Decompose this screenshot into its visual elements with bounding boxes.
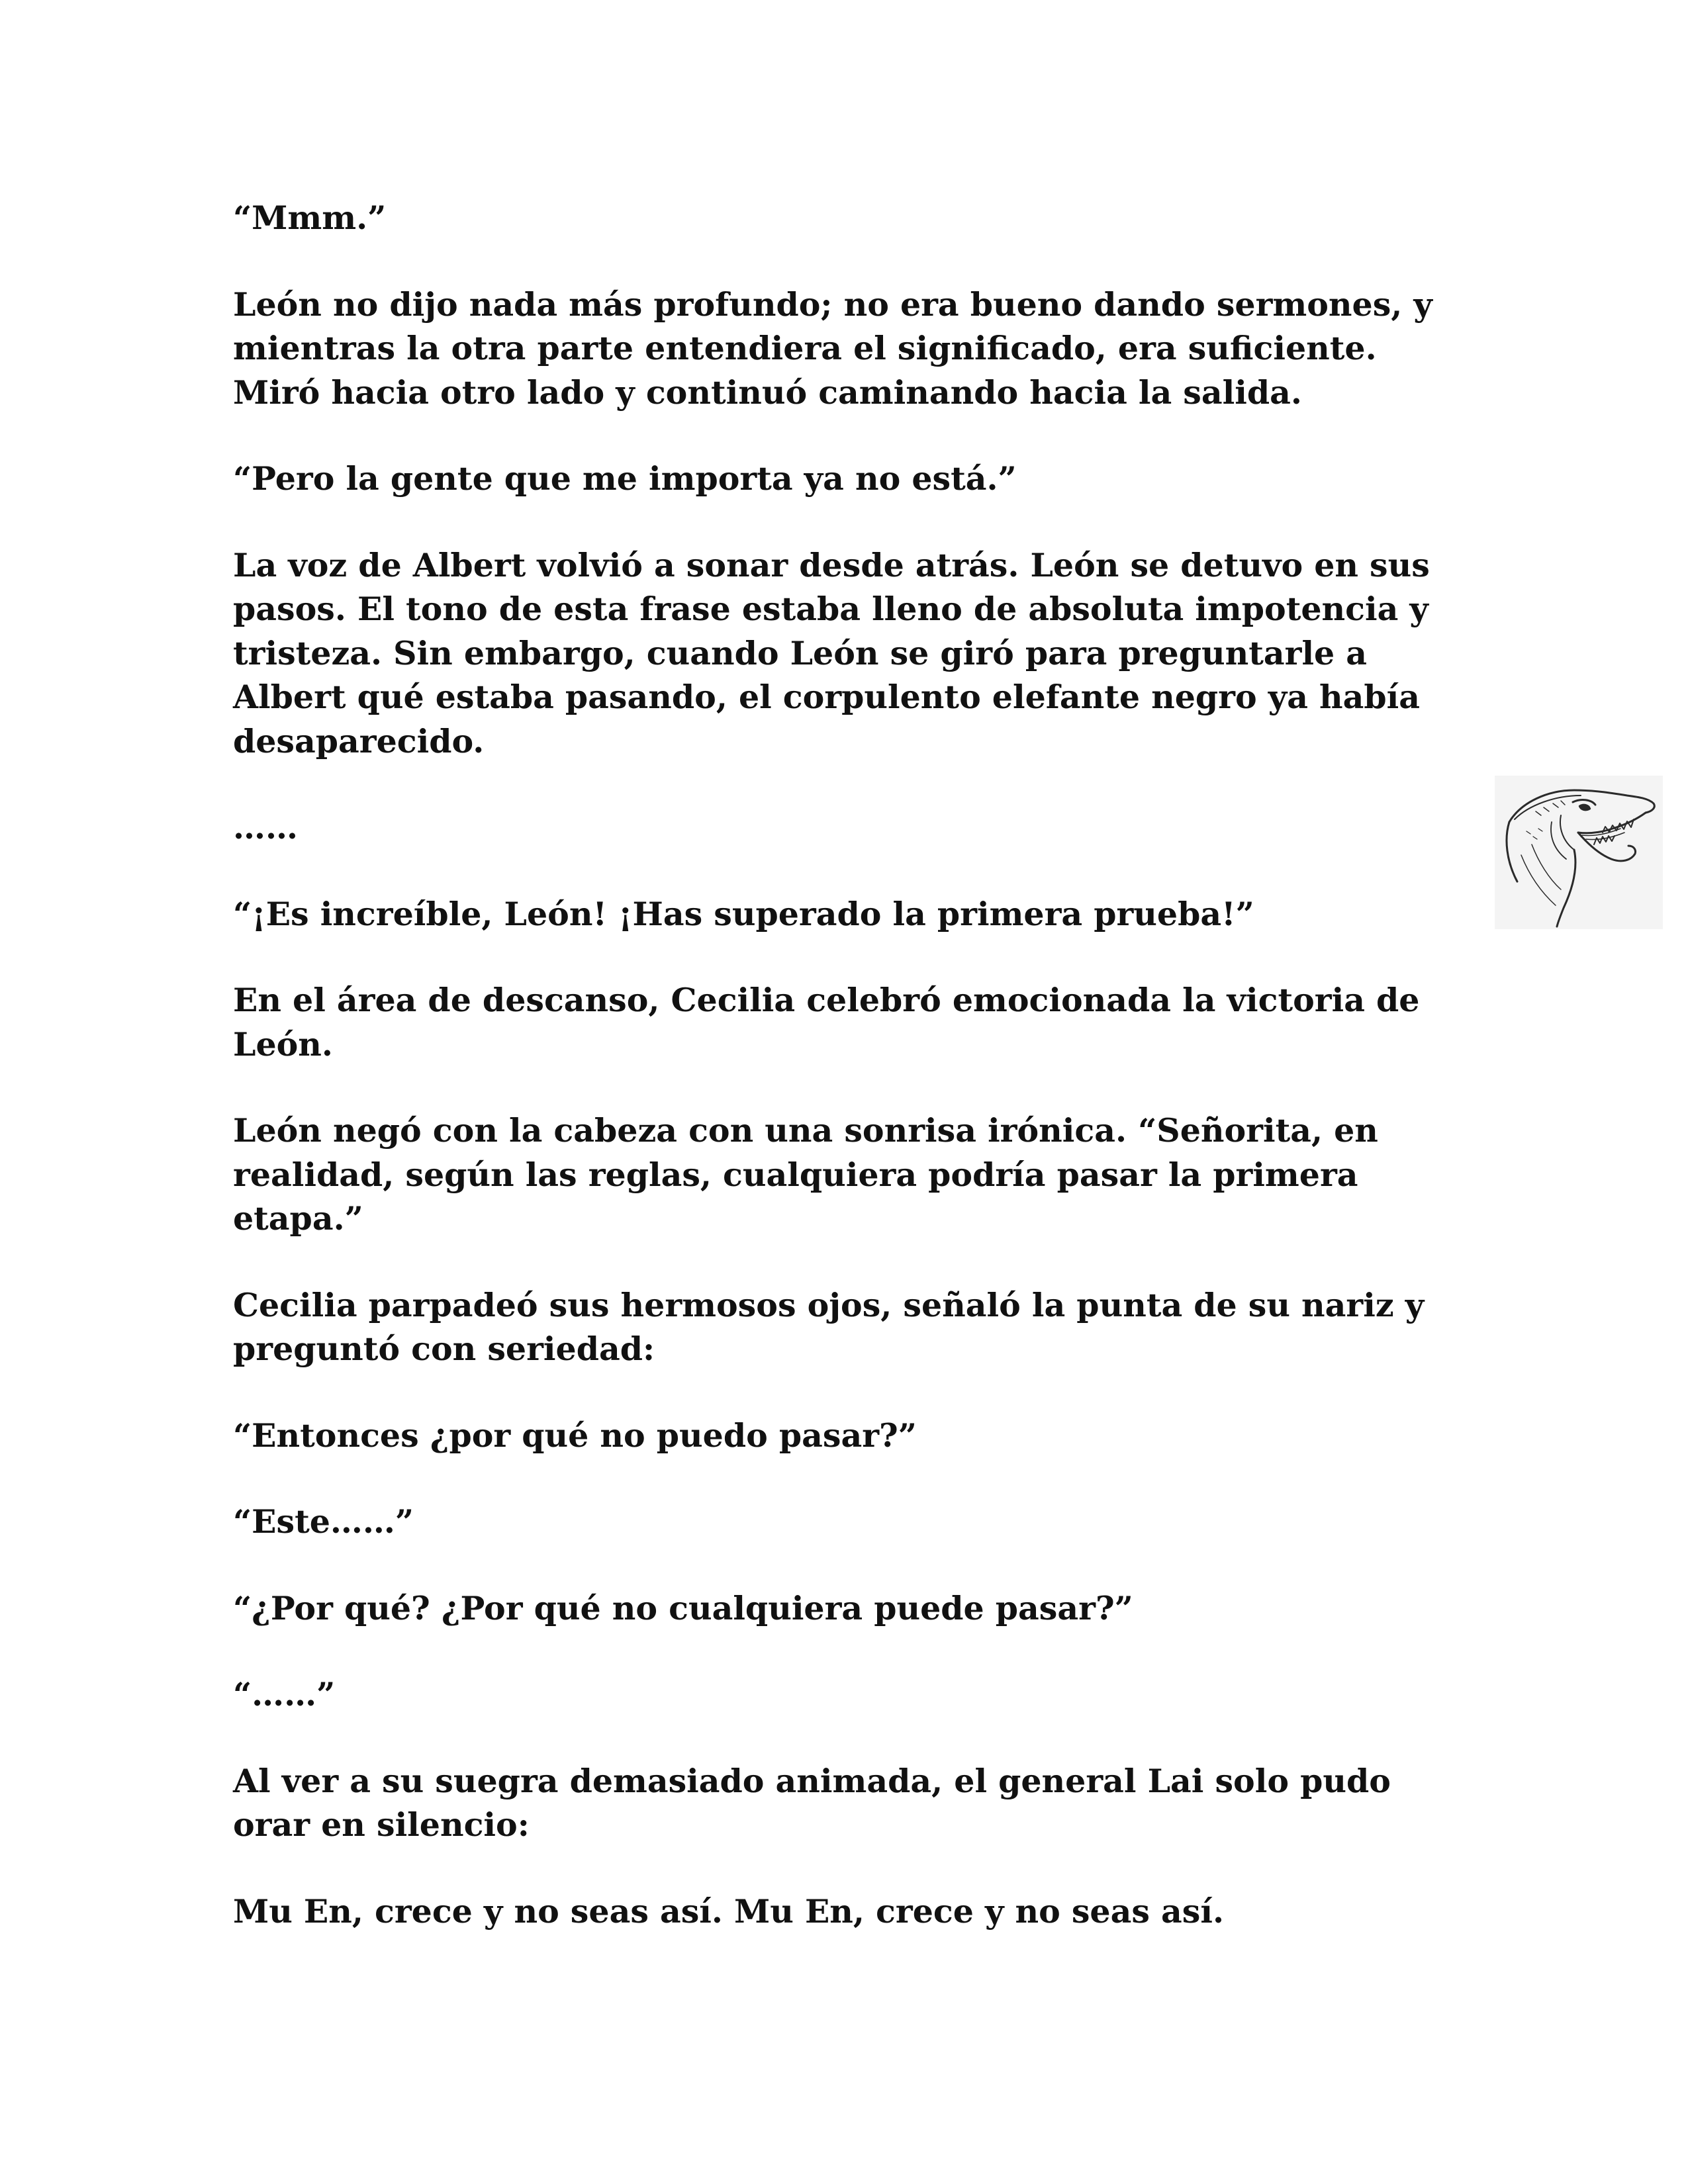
paragraph: Al ver a su suegra demasiado animada, el general Lai solo pudo orar en silencio: [233,1761,1391,1844]
paragraph: León negó con la cabeza con una sonrisa irónica. “Señorita, en realidad, según las reglas, cualquiera podría pasar la primera etapa.” [233,1111,1378,1238]
paragraph: “Pero la gente que me importa ya no está.” [233,459,1017,498]
paragraph: “Este……” [233,1502,414,1541]
paragraph: “¿Por qué? ¿Por qué no cualquiera puede pasar?” [233,1588,1133,1627]
paragraph: Mu En, crece y no seas así. Mu En, crece y no seas así. [233,1891,1225,1931]
paragraph-separator: …… [233,808,298,846]
text-body [233,196,1464,1933]
dinosaur-head-sketch-icon [1495,776,1663,929]
paragraph: “Entonces ¿por qué no puedo pasar?” [233,1416,917,1455]
paragraph: En el área de descanso, Cecilia celebró emocionada la victoria de León. [233,981,1420,1064]
paragraph: “……” [233,1675,336,1713]
paragraph: “¡Es increíble, León! ¡Has superado la primera prueba!” [233,894,1254,933]
paragraph: “Mmm.” [233,199,387,237]
paragraph: Cecilia parpadeó sus hermosos ojos, señaló la punta de su nariz y preguntó con seriedad: [233,1285,1425,1368]
paragraph: La voz de Albert volvió a sonar desde atrás. León se detuvo en sus pasos. El tono de esta frase estaba lleno de absoluta impotencia y tristeza. Sin embargo, cuando León se giró para preguntarle a Albert qué estaba pasando, el corpulento elefante negro ya había desaparecido. [233,545,1430,760]
paragraph: León no dijo nada más profundo; no era bueno dando sermones, y mientras la otra parte entendiera el significado, era suficiente. Miró hacia otro lado y continuó caminando hacia la salida. [233,285,1432,412]
